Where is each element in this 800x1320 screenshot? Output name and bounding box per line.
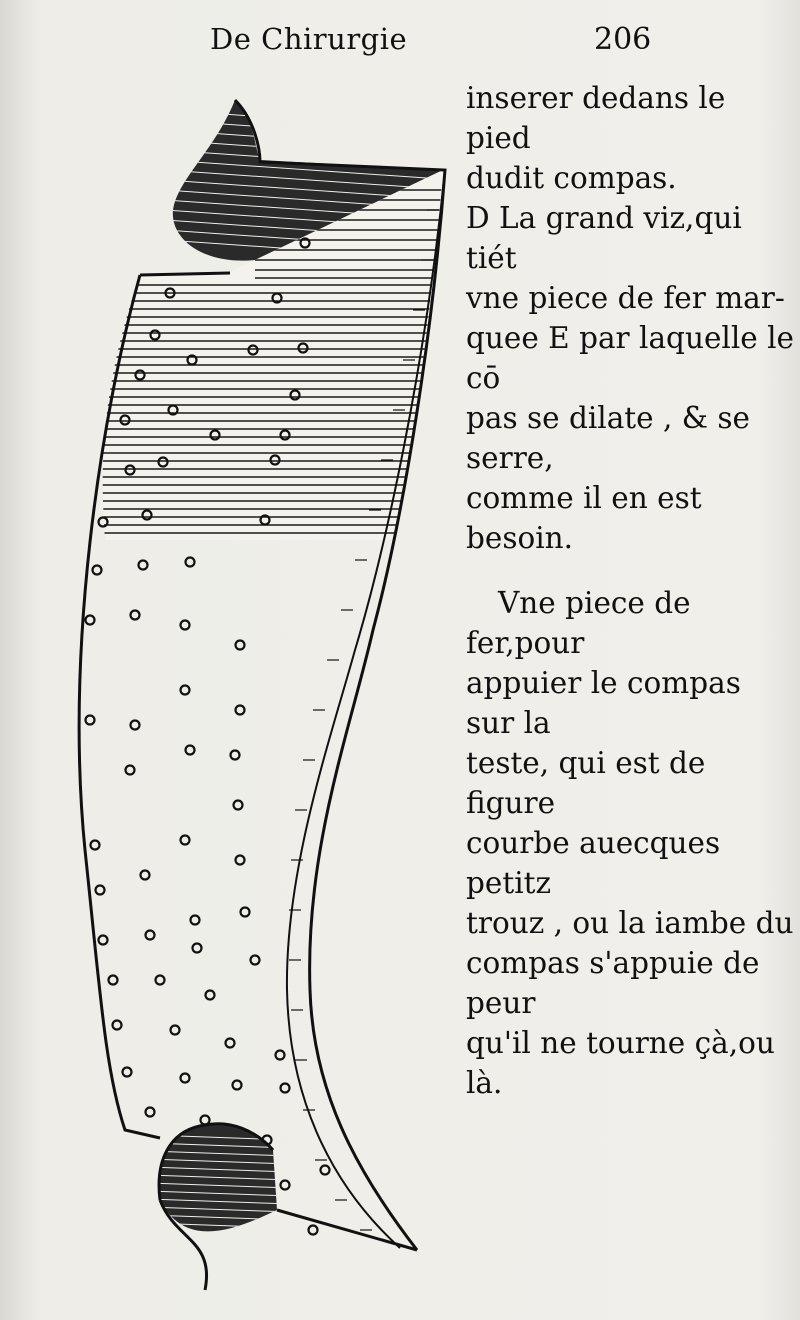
page-number: 206 (594, 22, 652, 57)
bottom-line-3: teste, qui est de figure (466, 746, 706, 820)
bottom-line-1: Vne piece de fer,pour (466, 586, 691, 660)
top-line-7: comme il en est besoin. (466, 481, 702, 555)
top-line-3: D La grand viz,qui tiét (466, 201, 742, 275)
bottom-line-4: courbe auecques petitz (466, 826, 721, 900)
bottom-paragraph (466, 583, 796, 1103)
bottom-line-5: trouz , ou la iambe du (466, 906, 794, 940)
bottom-line-6: compas s'appuie de peur (466, 946, 760, 1020)
top-line-6: pas se dilate , & se serre, (466, 401, 750, 475)
top-line-5: quee E par laquelle le cō (466, 321, 795, 395)
top-line-1: inserer dedans le pied (466, 81, 726, 155)
top-line-4: vne piece de fer mar- (466, 281, 785, 315)
top-line-2: dudit compas. (466, 161, 677, 195)
woodcut-illustration (55, 90, 465, 1305)
top-paragraph (466, 78, 796, 558)
bottom-line-7: qu'il ne tourne çà,ou là. (466, 1026, 775, 1100)
running-title: De Chirurgie (210, 22, 408, 56)
bottom-line-2: appuier le compas sur la (466, 666, 741, 740)
